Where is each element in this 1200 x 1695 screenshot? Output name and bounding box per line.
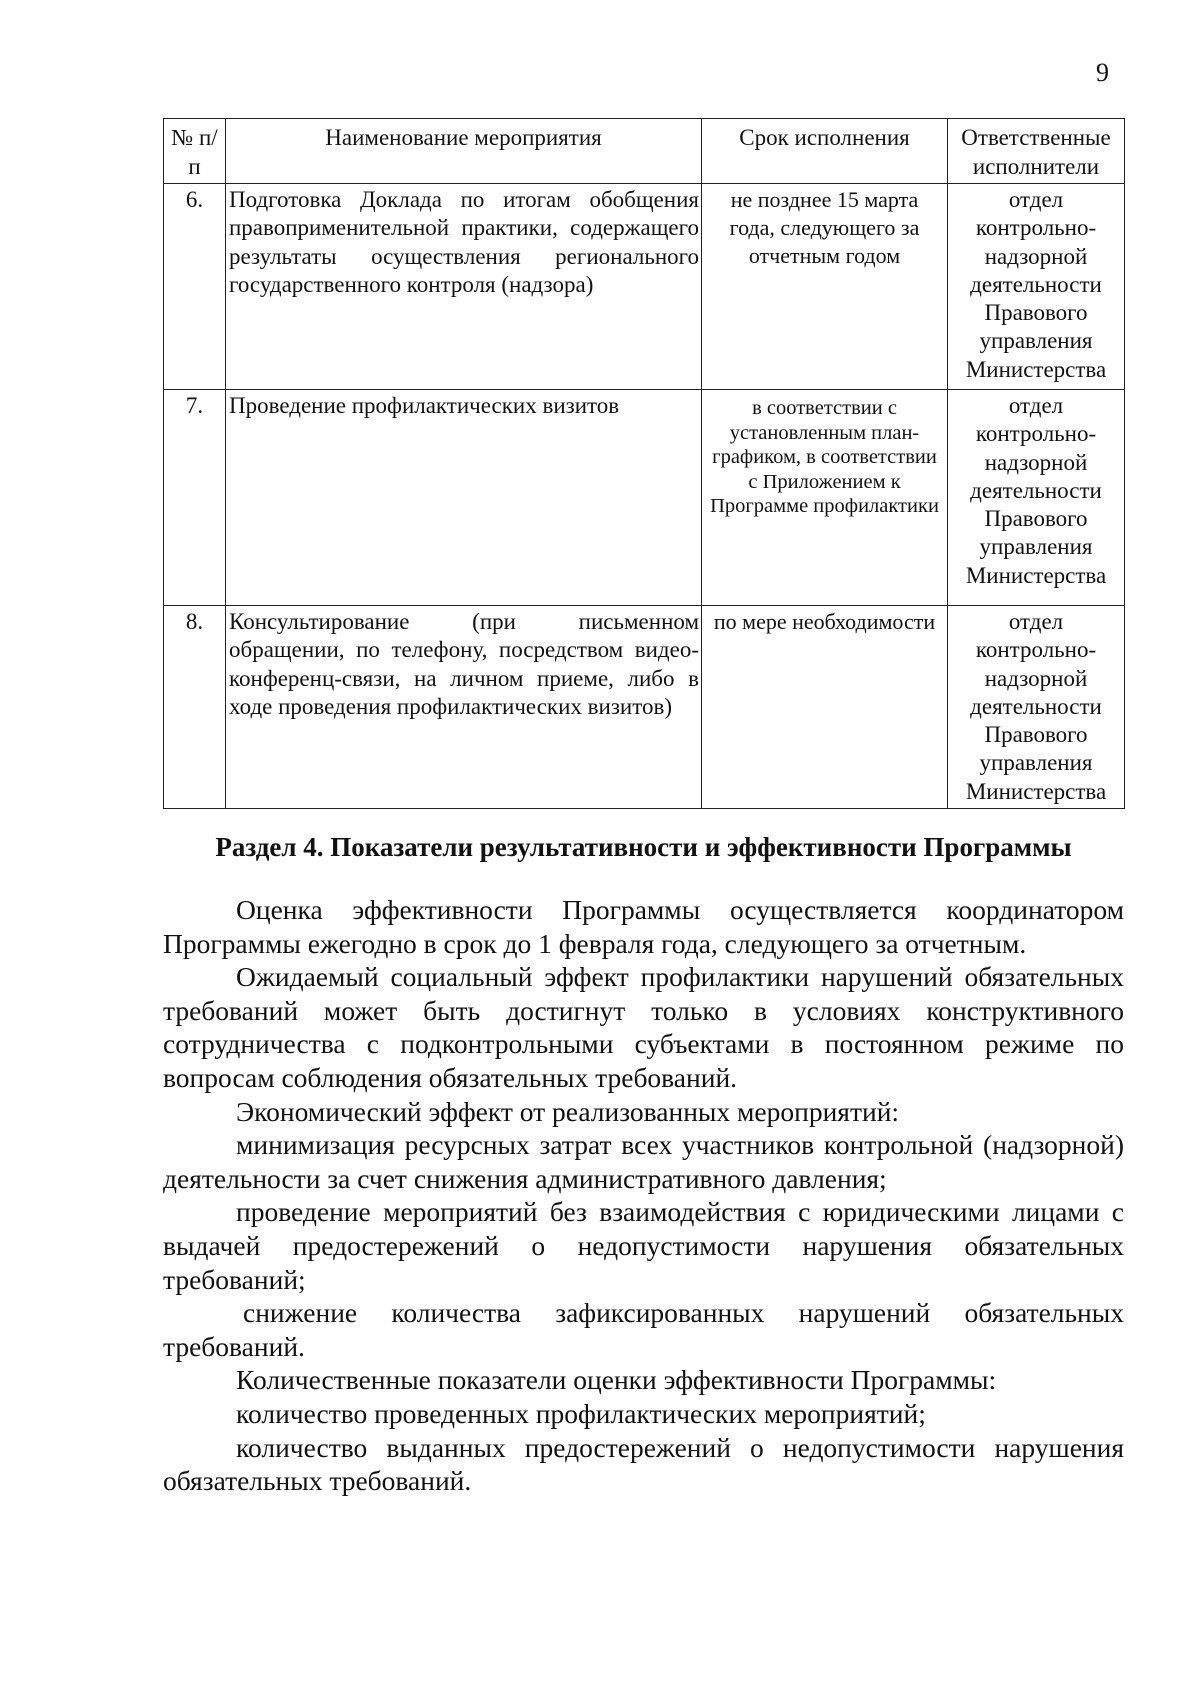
table-row xyxy=(164,390,1125,606)
row-num: 7. xyxy=(164,390,226,606)
table-row xyxy=(164,606,1125,809)
paragraph: Ожидаемый социальный эффект профилактики нарушений обязательных требований может быть достигнут только в условиях конструктивного сотрудничества с подконтрольными субъектами в постоянном режиме по вопросам соблюдения обязательных требований. xyxy=(163,961,1124,1093)
header-num: № п/п xyxy=(164,119,226,184)
row-term: в соответствии с установленным план-графиком, в соответствии с Приложением к Программе профилактики xyxy=(702,390,948,606)
row-num: 6. xyxy=(164,184,226,390)
paragraph: Оценка эффективности Программы осуществляется координатором Программы ежегодно в срок до 1 февраля года, следующего за отчетным. xyxy=(163,894,1124,959)
header-name: Наименование мероприятия xyxy=(226,119,702,184)
paragraph: минимизация ресурсных затрат всех участников контрольной (надзорной) деятельности за счет снижения административного давления; xyxy=(163,1129,1124,1194)
paragraph: количество проведенных профилактических мероприятий; xyxy=(236,1397,926,1429)
paragraph: Количественные показатели оценки эффективности Программы: xyxy=(236,1364,997,1396)
section-body xyxy=(163,893,1124,1498)
table-header-row xyxy=(164,119,1125,184)
row-responsible: отдел контрольно-надзорной деятельности Правового управления Министерства xyxy=(948,184,1125,390)
row-name: Подготовка Доклада по итогам обобщения правоприменительной практики, содержащего результаты осуществления регионального государственного контроля (надзора) xyxy=(226,184,702,390)
paragraph: снижение количества зафиксированных нарушений обязательных требований. xyxy=(163,1297,1124,1362)
row-name: Консультирование (при письменном обращении, по телефону, посредством видео-конференц-связи, на личном приеме, либо в ходе проведения профилактических визитов) xyxy=(226,606,702,809)
page-number: 9 xyxy=(1096,58,1109,87)
header-responsible: Ответственные исполнители xyxy=(948,119,1125,184)
row-term: не позднее 15 марта года, следующего за отчетным годом xyxy=(702,184,948,390)
row-num: 8. xyxy=(164,606,226,809)
row-term: по мере необходимости xyxy=(702,606,948,809)
table-row xyxy=(164,184,1125,390)
header-term: Срок исполнения xyxy=(702,119,948,184)
section-title: Раздел 4. Показатели результативности и эффективности Программы xyxy=(215,832,1072,862)
row-responsible: отдел контрольно-надзорной деятельности Правового управления Министерства xyxy=(948,606,1125,809)
paragraph: проведение мероприятий без взаимодействия с юридическими лицами с выдачей предостережений о недопустимости нарушения обязательных требований; xyxy=(163,1196,1124,1295)
row-name: Проведение профилактических визитов xyxy=(226,390,702,606)
measures-table xyxy=(163,118,1125,809)
row-responsible: отдел контрольно-надзорной деятельности Правового управления Министерства xyxy=(948,390,1125,606)
paragraph: Экономический эффект от реализованных мероприятий: xyxy=(236,1095,900,1127)
paragraph: количество выданных предостережений о недопустимости нарушения обязательных требований. xyxy=(163,1431,1124,1497)
